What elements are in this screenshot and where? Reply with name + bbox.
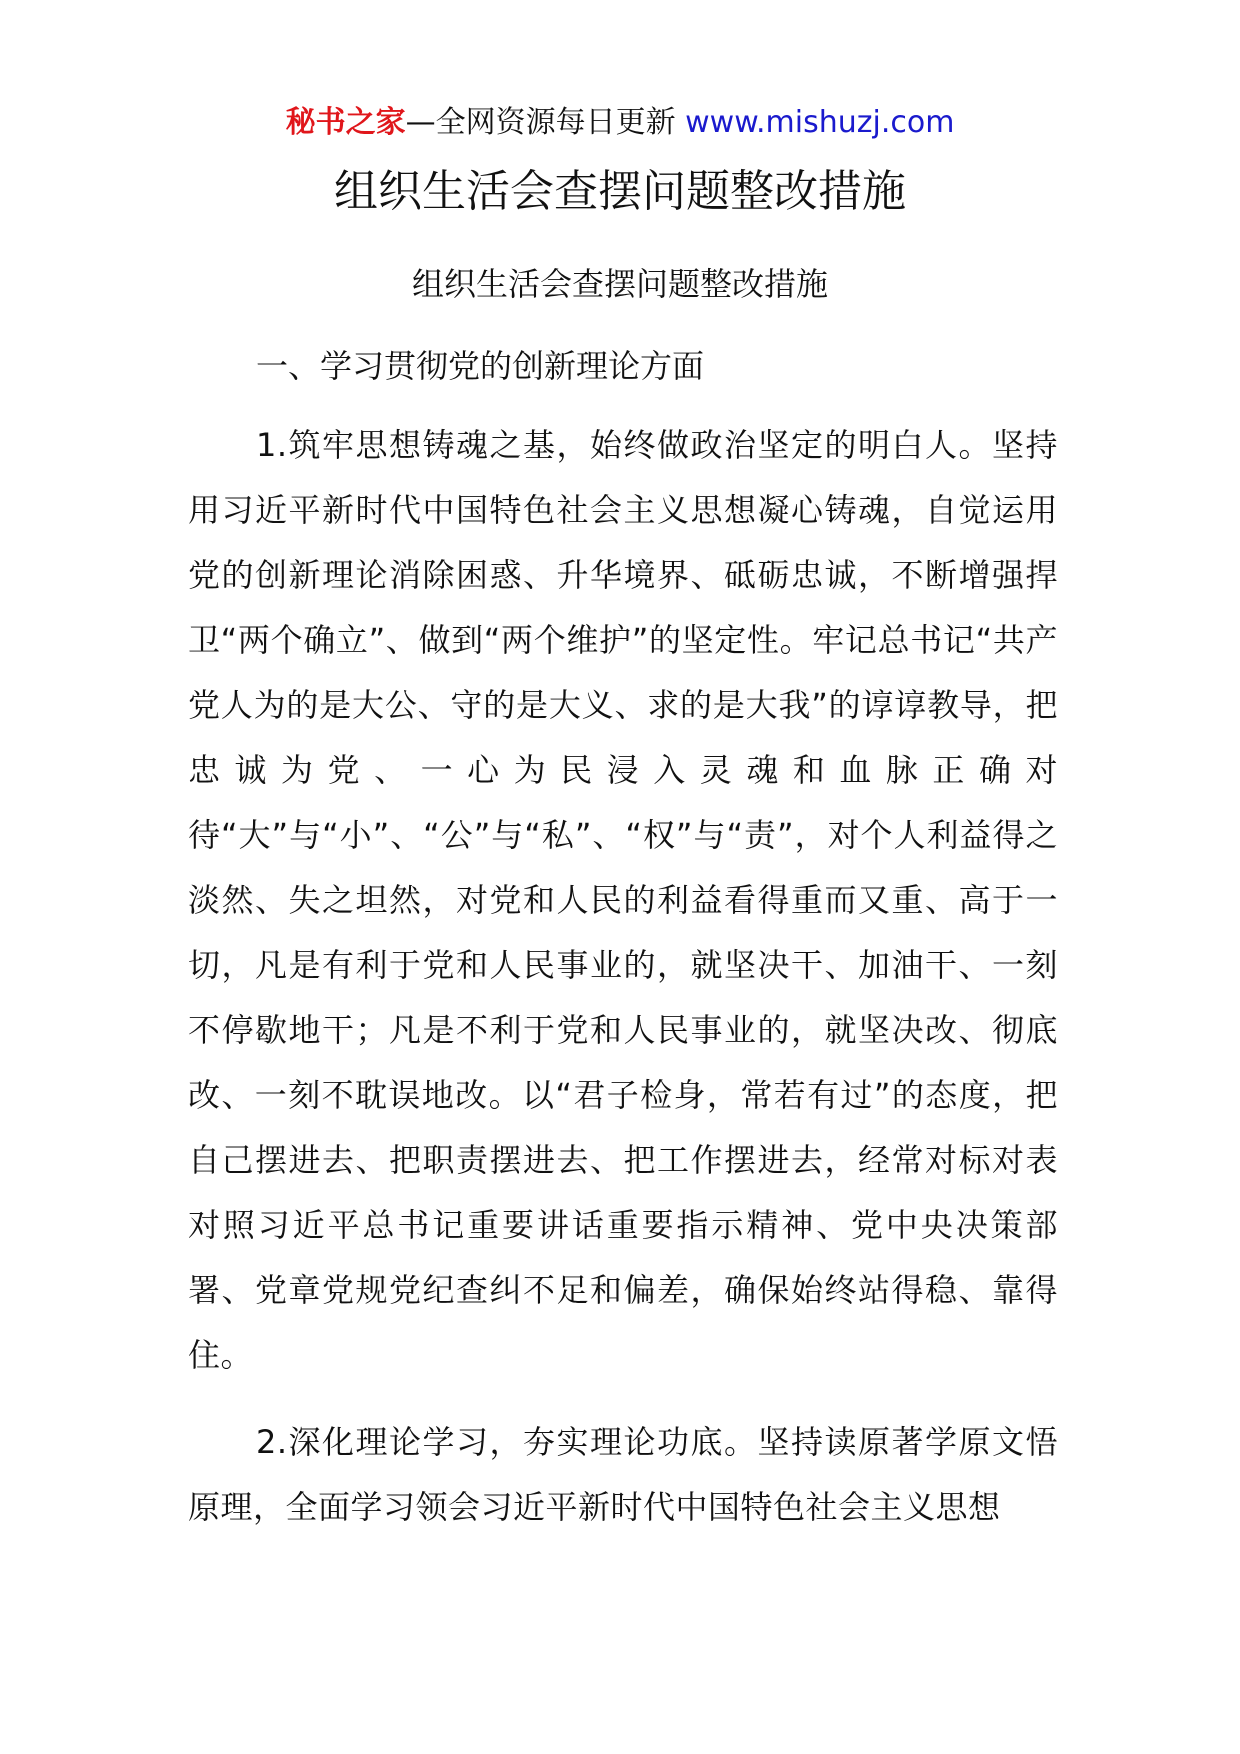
watermark-header: [0, 100, 1240, 146]
header-tagline: —全网资源每日更新: [405, 105, 676, 140]
document-title: 组织生活会查摆问题整改措施: [334, 166, 906, 217]
site-url-link[interactable]: www.mishuzj.com: [685, 105, 955, 140]
document-subtitle: 组织生活会查摆问题整改措施: [411, 265, 828, 303]
section-heading: 一、学习贯彻党的创新理论方面: [256, 347, 705, 385]
brand-name: 秘书之家: [285, 105, 406, 140]
body-paragraph: 1.筑牢思想铸魂之基，始终做政治坚定的明白人。坚持用习近平新时代中国特色社会主义思想凝心铸魂，自觉运用党的创新理论消除困惑、升华境界、砥砺忠诚，不断增强捍卫“两个确立”、做到“两个维护”的坚定性。牢记总书记“共产党人为的是大公、守的是大义、求的是大我”的谆谆教导，把忠诚为党、一心为民浸入灵魂和血脉正确对待“大”与“小”、“公”与“私”、“权”与“责”，对个人利益得之淡然、失之坦然，对党和人民的利益看得重而又重、高于一切，凡是有利于党和人民事业的，就坚决干、加油干、一刻不停歇地干；凡是不利于党和人民事业的，就坚决改、彻底改、一刻不耽误地改。以“君子检身，常若有过”的态度，把自己摆进去、把职责摆进去、把工作摆进去，经常对标对表对照习近平总书记重要讲话重要指示精神、党中央决策部署、党章党规党纪查纠不足和偏差，确保始终站得稳、靠得住。: [188, 426, 1058, 1374]
body-paragraph: 2.深化理论学习，夯实理论功底。坚持读原著学原文悟原理，全面学习领会习近平新时代中国特色社会主义思想: [188, 1423, 1058, 1526]
